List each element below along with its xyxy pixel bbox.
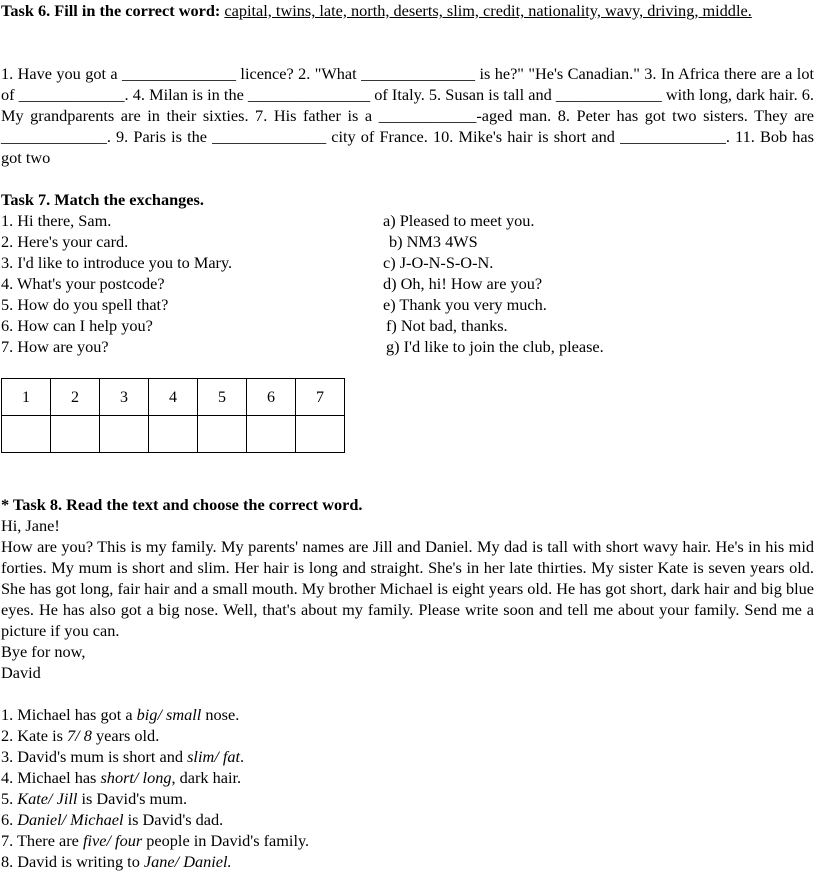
task7-title: Task 7. Match the exchanges. bbox=[1, 190, 204, 209]
answer-choice[interactable]: short/ long bbox=[100, 768, 172, 787]
task6-text: with long, dark hair. 6. My grandparents are in their sixties. 7. His father is a bbox=[1, 85, 815, 125]
task6-text: is he?" "He's Canadian." 3. In Africa there are a lot of bbox=[1, 64, 814, 104]
task7-match-list bbox=[1, 210, 814, 357]
match-right-item: e) Thank you very much. bbox=[383, 295, 547, 314]
letter-greeting: Hi, Jane! bbox=[1, 516, 60, 535]
task6-text: licence? 2. "What bbox=[236, 64, 362, 83]
match-row bbox=[1, 252, 814, 273]
task6-blank[interactable]: _______________ bbox=[247, 85, 371, 104]
letter-closing: Bye for now, bbox=[1, 642, 86, 661]
answer-choice[interactable]: slim/ fat bbox=[187, 747, 241, 766]
task6-word-list: capital, twins, late, north, deserts, slim, credit, nationality, wavy, driving, middle. bbox=[224, 1, 752, 20]
answer-table-header: 5 bbox=[198, 379, 247, 416]
answer-cell[interactable] bbox=[198, 416, 247, 453]
answer-table-header: 3 bbox=[100, 379, 149, 416]
task6-blank[interactable]: _____________ bbox=[18, 85, 125, 104]
match-row bbox=[1, 315, 814, 336]
task6-title: Task 6. Fill in the correct word: bbox=[1, 1, 221, 20]
answer-cell[interactable] bbox=[296, 416, 345, 453]
task6-heading bbox=[1, 0, 814, 21]
question-text: people in David's family. bbox=[142, 831, 310, 850]
answer-choice[interactable]: five/ four bbox=[82, 831, 143, 850]
answer-table-header: 6 bbox=[247, 379, 296, 416]
match-left-item: 1. Hi there, Sam. bbox=[1, 211, 112, 230]
question-item bbox=[1, 767, 814, 788]
match-row bbox=[1, 231, 814, 252]
answer-choice[interactable]: Daniel/ Michael bbox=[17, 810, 124, 829]
letter-body: How are you? This is my family. My parents' names are Jill and Daniel. My dad is tall with short wavy hair. He's in his mid forties. My mum is short and slim. Her hair is long and straight. She's in her late thirties. My sister Kate is seven years old. She has got long, fair hair and a small mouth. My brother Michael is eight years old. He has got short, dark hair and big blue eyes. He has also got a big nose. Well, that's about my family. Please write soon and tell me about your family. Send me a picture if you can. bbox=[1, 537, 814, 640]
answer-table bbox=[1, 378, 345, 453]
match-right-item: d) Oh, hi! How are you? bbox=[383, 274, 543, 293]
question-text: , dark hair. bbox=[171, 768, 242, 787]
answer-choice[interactable]: 7/ 8 bbox=[67, 726, 92, 745]
match-row bbox=[1, 294, 814, 315]
question-item bbox=[1, 725, 814, 746]
task6-text: . 11. Bob has got two bbox=[1, 127, 814, 167]
task6-text: -aged man. 8. Peter has got two sisters. They are bbox=[476, 106, 815, 125]
letter-signature: David bbox=[1, 663, 41, 682]
match-left-item: 5. How do you spell that? bbox=[1, 295, 169, 314]
answer-table-header: 2 bbox=[51, 379, 100, 416]
answer-table-header: 1 bbox=[2, 379, 51, 416]
question-item bbox=[1, 746, 814, 767]
match-right-item: c) J-O-N-S-O-N. bbox=[383, 253, 494, 272]
task8-questions bbox=[1, 704, 814, 872]
task6-blank[interactable]: ____________ bbox=[378, 106, 477, 125]
answer-table-header: 4 bbox=[149, 379, 198, 416]
task6-text: of Italy. 5. Susan is tall and bbox=[370, 85, 556, 104]
match-left-item: 4. What's your postcode? bbox=[1, 274, 165, 293]
question-item bbox=[1, 788, 814, 809]
task6-text: . 4. Milan is in the bbox=[124, 85, 248, 104]
answer-cell[interactable] bbox=[2, 416, 51, 453]
question-text: 8. David is writing to bbox=[1, 852, 144, 871]
question-text: 6. bbox=[1, 810, 18, 829]
task6-exercise bbox=[1, 63, 814, 168]
match-left-item: 3. I'd like to introduce you to Mary. bbox=[1, 253, 233, 272]
question-text: 1. Michael has got a bbox=[1, 705, 137, 724]
match-left-item: 2. Here's your card. bbox=[1, 232, 129, 251]
question-text: 2. Kate is bbox=[1, 726, 68, 745]
question-text: 5. bbox=[1, 789, 18, 808]
task6-blank[interactable]: ______________ bbox=[361, 64, 476, 83]
answer-cell[interactable] bbox=[247, 416, 296, 453]
question-text: 4. Michael has bbox=[1, 768, 101, 787]
answer-choice[interactable]: Kate/ Jill bbox=[17, 789, 78, 808]
task6-blank[interactable]: ______________ bbox=[122, 64, 237, 83]
task6-text: . 9. Paris is the bbox=[106, 127, 213, 146]
answer-table-header: 7 bbox=[296, 379, 345, 416]
task6-blank[interactable]: _____________ bbox=[620, 127, 726, 146]
question-item bbox=[1, 704, 814, 725]
match-row bbox=[1, 210, 814, 231]
question-text: is David's mum. bbox=[77, 789, 188, 808]
match-right-item: g) I'd like to join the club, please. bbox=[386, 337, 604, 356]
match-right-item: a) Pleased to meet you. bbox=[383, 211, 535, 230]
question-text: is David's dad. bbox=[123, 810, 224, 829]
question-text: . bbox=[240, 747, 245, 766]
answer-choice[interactable]: big/ small bbox=[136, 705, 202, 724]
task6-text: city of France. 10. Mike's hair is short and bbox=[326, 127, 621, 146]
task6-blank[interactable]: ______________ bbox=[212, 127, 327, 146]
answer-cell[interactable] bbox=[51, 416, 100, 453]
question-text: years old. bbox=[91, 726, 160, 745]
match-left-item: 7. How are you? bbox=[1, 337, 109, 356]
answer-cell[interactable] bbox=[100, 416, 149, 453]
match-right-item: f) Not bad, thanks. bbox=[386, 316, 508, 335]
question-item bbox=[1, 809, 814, 830]
match-row bbox=[1, 273, 814, 294]
task6-blank[interactable]: _____________ bbox=[1, 127, 107, 146]
question-text: nose. bbox=[201, 705, 240, 724]
question-text: 3. David's mum is short and bbox=[1, 747, 188, 766]
task8-title: * Task 8. Read the text and choose the correct word. bbox=[1, 495, 363, 514]
answer-choice[interactable]: Jane/ Daniel. bbox=[143, 852, 232, 871]
match-right-item: b) NM3 4WS bbox=[389, 232, 478, 251]
question-text: 7. There are bbox=[1, 831, 83, 850]
answer-table-header-row bbox=[2, 379, 345, 416]
match-row bbox=[1, 336, 814, 357]
match-left-item: 6. How can I help you? bbox=[1, 316, 153, 335]
task6-blank[interactable]: _____________ bbox=[555, 85, 662, 104]
question-item bbox=[1, 851, 814, 872]
question-item bbox=[1, 830, 814, 851]
answer-cell[interactable] bbox=[149, 416, 198, 453]
answer-table-input-row bbox=[2, 416, 345, 453]
task6-text: 1. Have you got a bbox=[1, 64, 123, 83]
